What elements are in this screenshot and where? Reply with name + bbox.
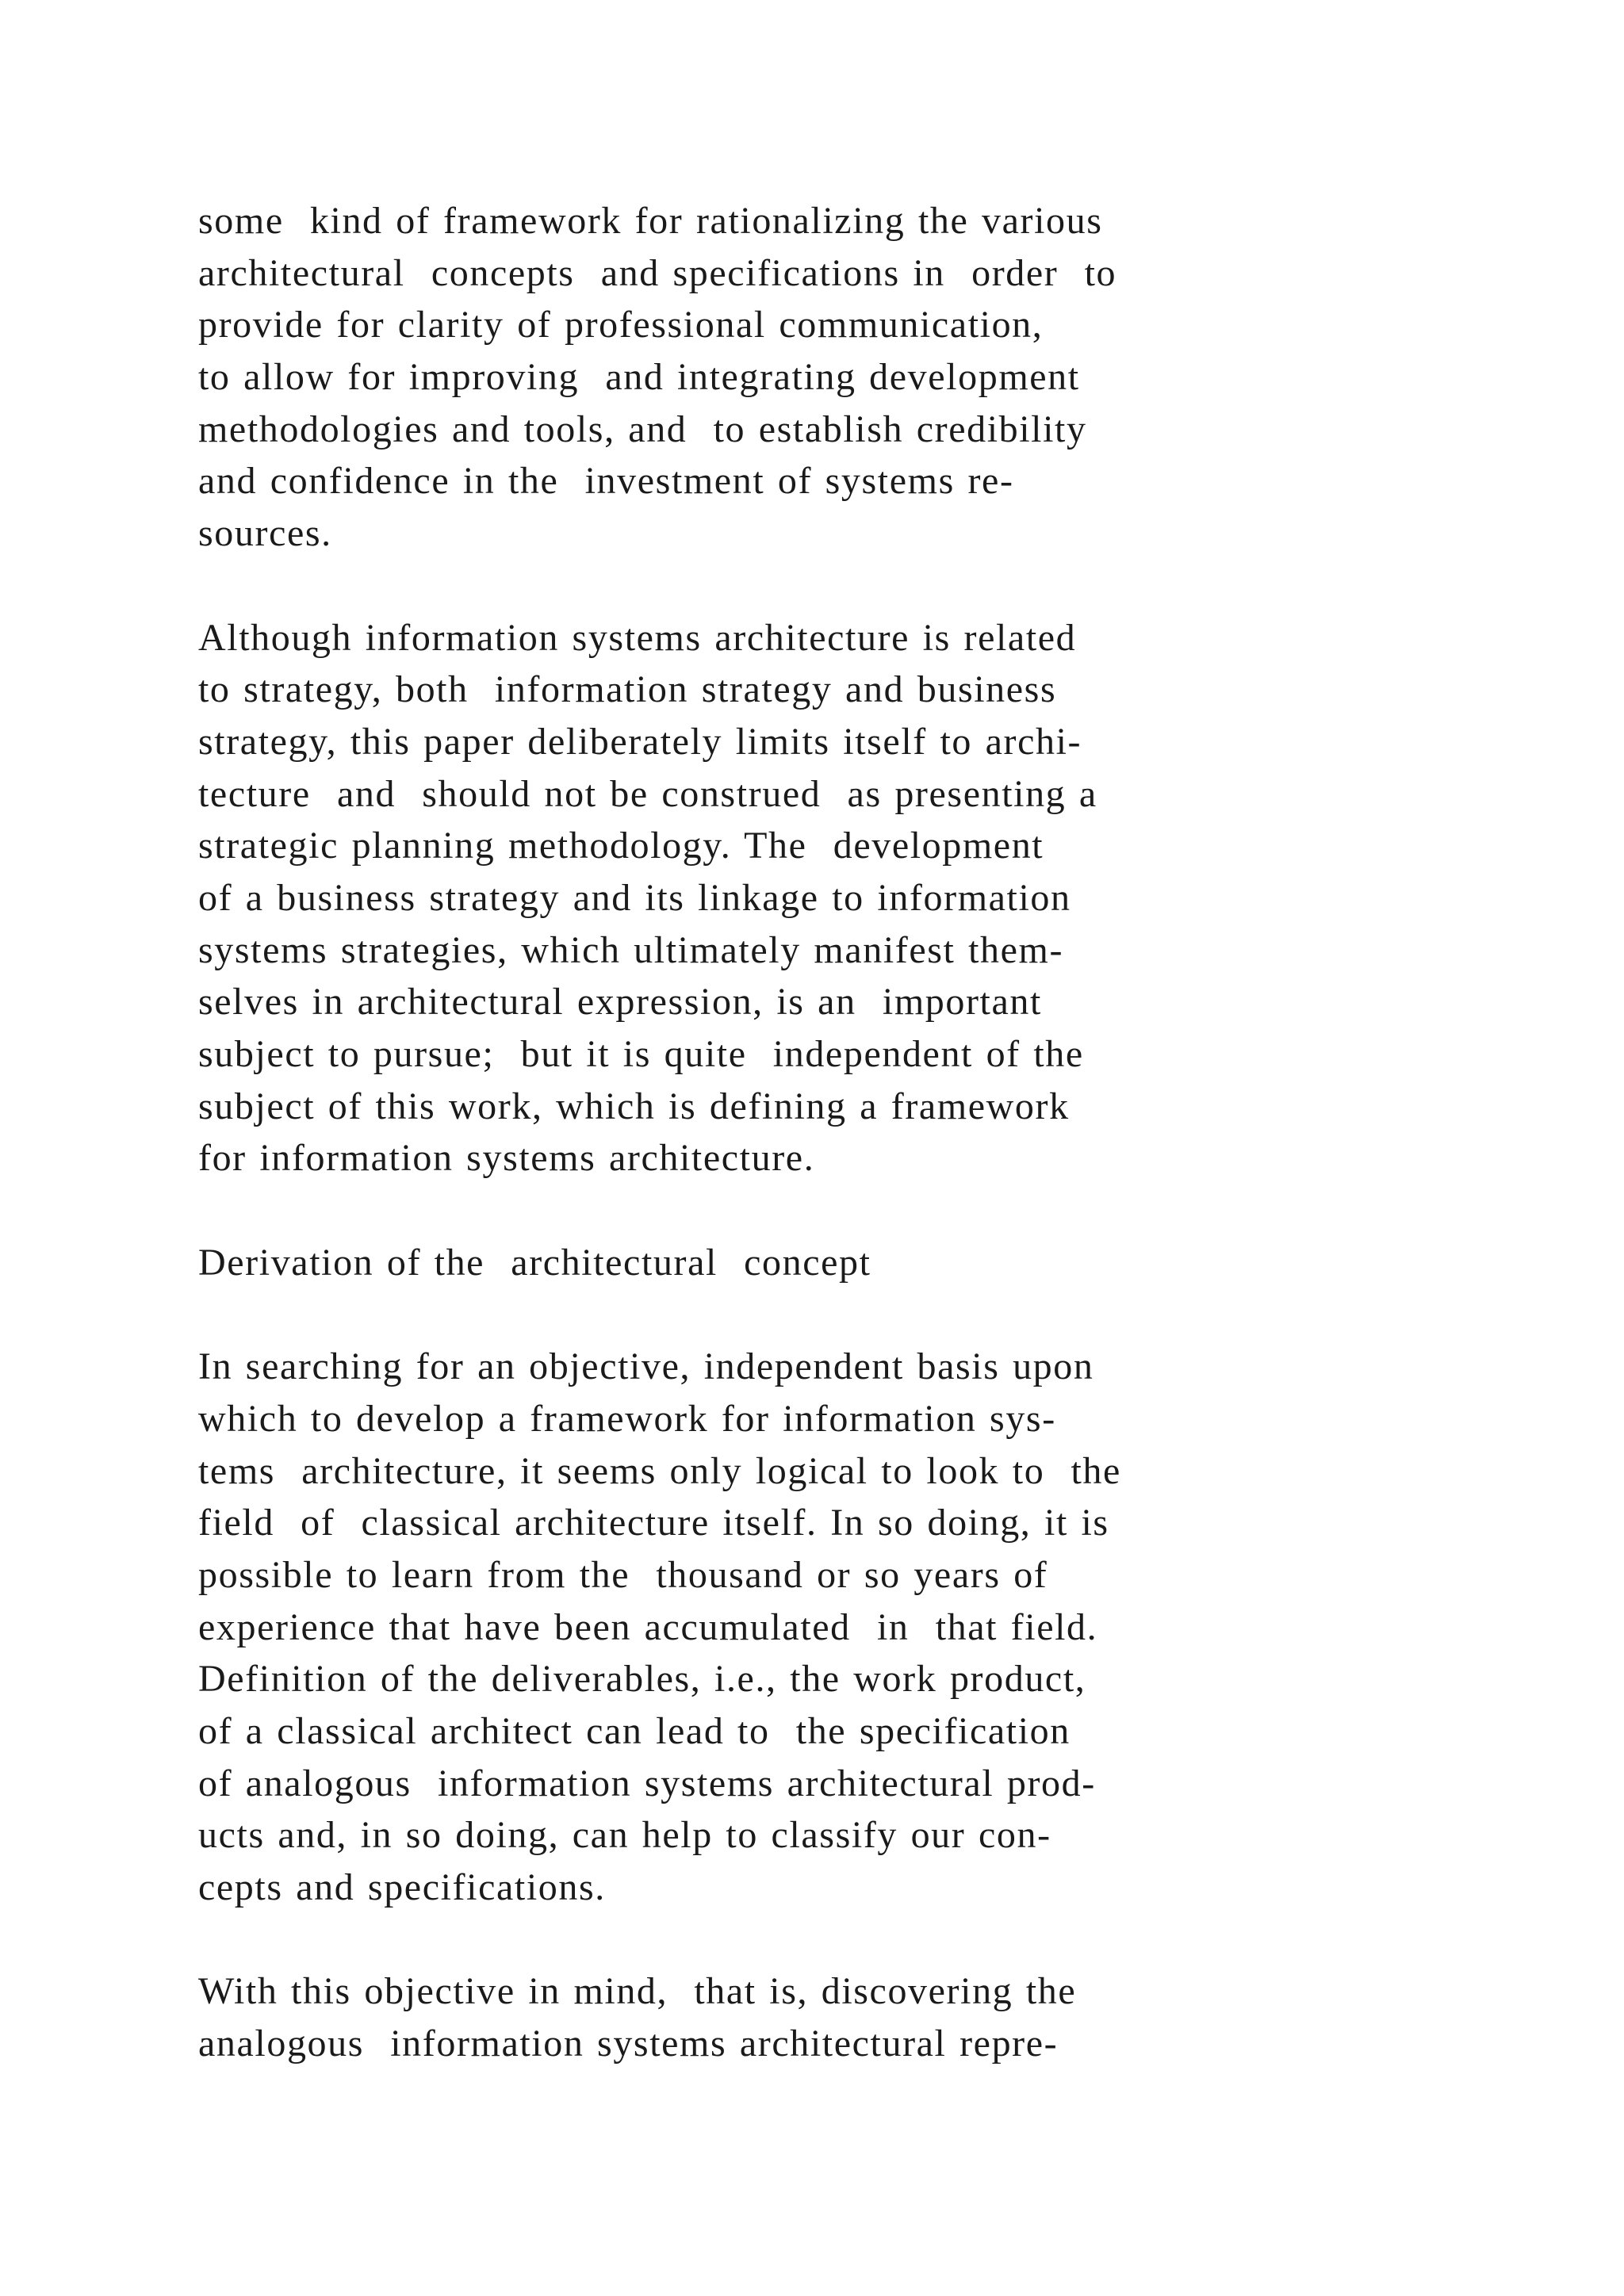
text-line: systems strategies, which ultimately manifest them- [198,928,1064,971]
text-line: and confidence in the investment of systems re- [198,460,1014,503]
paragraph-4 [198,1965,1507,2069]
text-line: cepts and specifications. [198,1866,606,1908]
paragraph-gap [198,1288,1507,1341]
text-line: architectural concepts and specifications in order to [198,251,1117,294]
text-line: strategy, this paper deliberately limits itself to archi- [198,720,1082,763]
document-body [198,195,1507,2070]
paragraph-gap [198,1184,1507,1237]
text-line: ucts and, in so doing, can help to classify our con- [198,1814,1051,1857]
text-line: experience that have been accumulated in that field. [198,1605,1098,1648]
text-line: for information systems architecture. [198,1137,815,1180]
text-line: subject of this work, which is defining a framework [198,1085,1070,1127]
paragraph-2 [198,612,1507,1185]
text-line: subject to pursue; but it is quite independent of the [198,1033,1084,1075]
text-line: In searching for an objective, independent basis upon [198,1345,1094,1388]
text-line: methodologies and tools, and to establish credibility [198,408,1087,450]
text-line: strategic planning methodology. The development [198,825,1044,867]
text-line: tecture and should not be construed as presenting a [198,772,1097,815]
text-line: to allow for improving and integrating development [198,356,1080,399]
text-line: which to develop a framework for information sys- [198,1397,1056,1440]
paragraph-gap [198,560,1507,612]
text-line: provide for clarity of professional communication, [198,304,1044,346]
text-line: With this objective in mind, that is, discovering the [198,1970,1077,2013]
text-line: sources. [198,512,332,555]
text-line: to strategy, both information strategy and business [198,668,1057,711]
text-line: analogous information systems architectural repre- [198,2022,1059,2065]
paragraph-gap [198,1914,1507,1966]
text-line: selves in architectural expression, is an important [198,981,1042,1024]
paragraph-1 [198,195,1507,560]
text-line: of analogous information systems architectural prod- [198,1762,1096,1804]
text-line: of a classical architect can lead to the specification [198,1709,1071,1752]
text-line: possible to learn from the thousand or so years of [198,1553,1048,1596]
text-line: of a business strategy and its linkage to information [198,876,1071,919]
text-line: some kind of framework for rationalizing the various [198,200,1103,242]
paragraph-3 [198,1341,1507,1914]
text-line: Definition of the deliverables, i.e., the work product, [198,1658,1086,1701]
text-line: Although information systems architecture is related [198,616,1077,659]
text-line: tems architecture, it seems only logical to look to the [198,1449,1121,1492]
section-heading: Derivation of the architectural concept [198,1241,871,1284]
text-line: field of classical architecture itself. In so doing, it is [198,1502,1109,1544]
